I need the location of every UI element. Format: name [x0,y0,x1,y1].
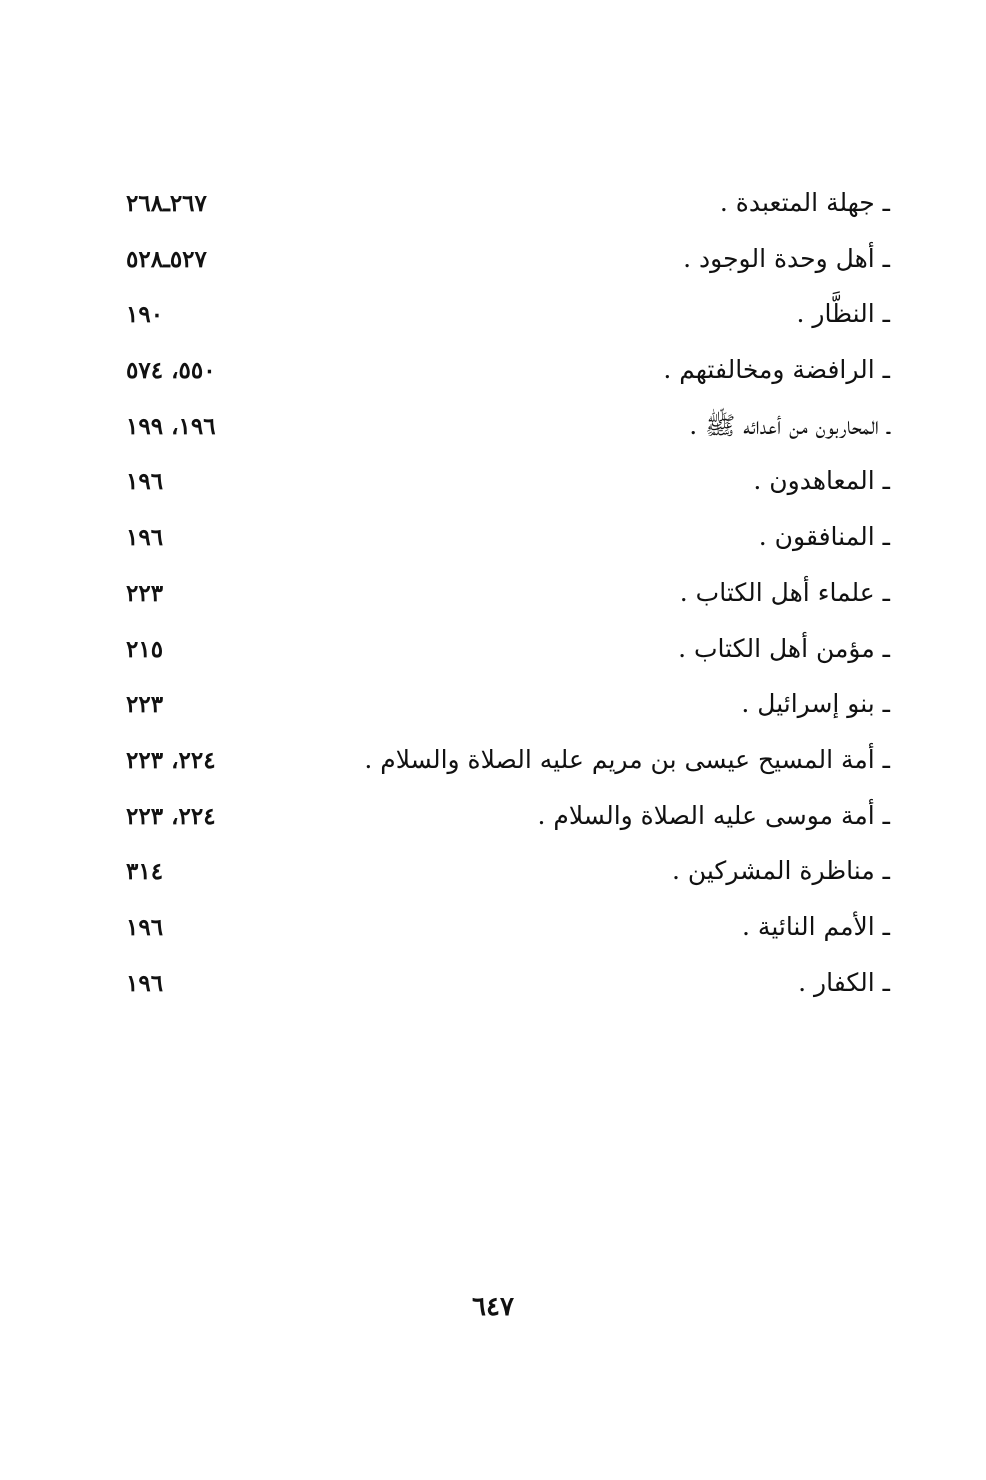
index-entry [110,236,890,292]
entry-label: ـ النظَّار . [796,299,890,329]
index-entry [110,960,890,1016]
index-list [110,180,890,1015]
entry-page-refs: ١٩٦ [126,468,164,496]
index-entry [110,737,890,793]
index-entry [110,514,890,570]
entry-page-refs: ٢٢٤، ٢٢٣ [126,746,216,774]
entry-page-refs: ١٩٦ [126,524,164,552]
entry-label: ـ أمة موسى عليه الصلاة والسلام . [537,800,890,830]
index-entry [110,848,890,904]
index-entry [110,458,890,514]
index-entry [110,291,890,347]
index-entry [110,403,890,459]
index-entry [110,347,890,403]
index-entry [110,570,890,626]
entry-label: ـ بنو إسرائيل . [741,689,890,719]
index-entry [110,626,890,682]
entry-page-refs: ١٩٠ [126,301,164,329]
entry-page-refs: ٢٢٣ [126,691,164,719]
index-entry [110,180,890,236]
entry-label: ـ المنافقون . [758,522,890,552]
index-entry [110,793,890,849]
entry-label: ـ المحاربون من أعدائه ﷺ . [689,410,890,440]
entry-label: ـ جهلة المتعبدة . [719,188,890,217]
entry-label: ـ الأمم النائية . [742,911,890,941]
entry-page-refs: ٥٥٠، ٥٧٤ [126,357,216,385]
entry-label: ـ أمة المسيح عيسى بن مريم عليه الصلاة والسلام . [364,744,890,774]
entry-page-refs: ٢٢٣ [126,579,164,607]
entry-label: ـ مؤمن أهل الكتاب . [678,633,890,663]
entry-page-refs: ٢٢٤، ٢٢٣ [126,802,216,830]
entry-label: ـ أهل وحدة الوجود . [683,243,890,273]
entry-page-refs: ٣١٤ [126,858,164,886]
entry-label: ـ المعاهدون . [753,466,890,496]
entry-page-refs: ١٩٦، ١٩٩ [126,412,216,440]
entry-page-refs: ١٩٦ [126,969,164,997]
entry-page-refs: ٢٦٧ـ٢٦٨ [126,190,207,217]
entry-label: ـ علماء أهل الكتاب . [679,577,890,607]
entry-label: ـ الرافضة ومخالفتهم . [663,355,890,385]
entry-label: ـ الكفار . [798,967,890,997]
entry-page-refs: ١٩٦ [126,913,164,941]
page-number: ٦٤٧ [472,1292,514,1322]
entry-label: ـ مناظرة المشركين . [671,856,890,886]
entry-page-refs: ٢١٥ [126,635,164,663]
entry-page-refs: ٥٢٧ـ٥٢٨ [126,245,207,273]
index-entry [110,904,890,960]
index-entry [110,681,890,737]
